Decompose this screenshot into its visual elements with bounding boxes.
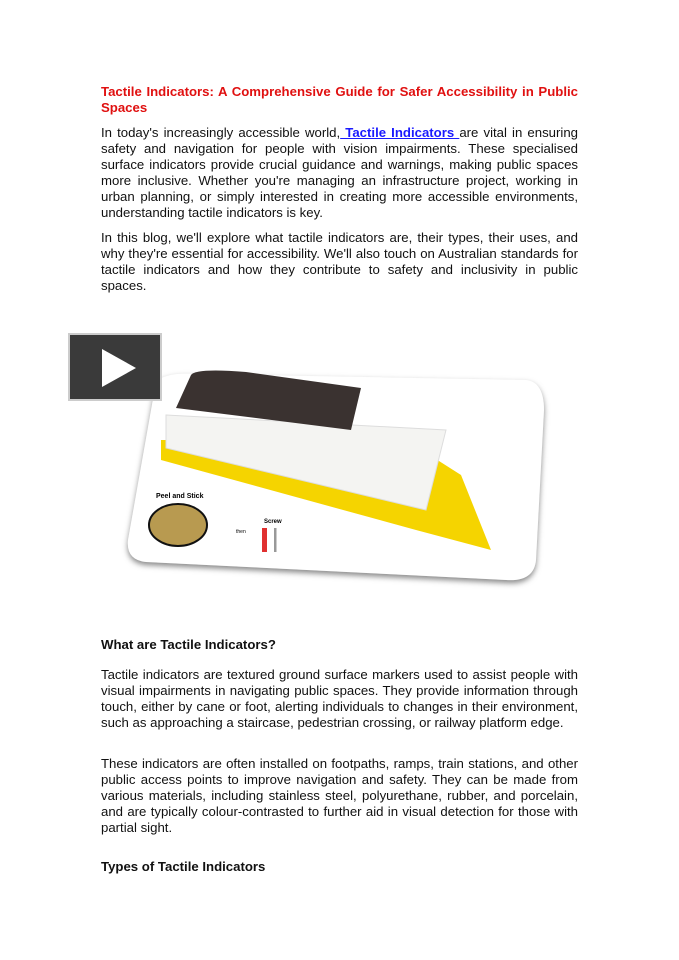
tactile-indicators-link[interactable]: Tactile Indicators: [340, 125, 460, 140]
play-button[interactable]: [68, 333, 162, 401]
then-label: then: [236, 529, 246, 535]
page-title: Tactile Indicators: A Comprehensive Guide for Safer Accessibility in Public Spaces: [101, 84, 578, 115]
screw-icon: [274, 528, 277, 552]
installation-paragraph: These indicators are often installed on footpaths, ramps, train stations, and other public access points to improve navigation and safety. They can be made from various materials, including stainless steel, polyurethane, rubber, and porcelain, and are typically colour-contrasted to further aid in visual detection for those with partial sight.: [101, 756, 578, 835]
intro-text-rest: are vital in ensuring safety and navigation for people with vision impairments. These specialised surface indicators provide crucial guidance and warnings, making public spaces more inclusive. Whether you're managing an infrastructure project, working in urban planning, or simply interested in creating more accessible environments, understanding tactile indicators is key.: [101, 125, 578, 220]
peel-stick-inset: [149, 504, 207, 546]
blog-overview-paragraph: In this blog, we'll explore what tactile indicators are, their types, their uses, and why they're essential for accessibility. We'll also touch on Australian standards for tactile indicators and how they contribute to safety and inclusivity in public spaces.: [101, 230, 578, 293]
definition-paragraph: Tactile indicators are textured ground surface markers used to assist people with visual impairments in navigating public spaces. They provide information through touch, either by cane or foot, alerting individuals to changes in their environment, such as approaching a staircase, pedestrian crossing, or railway platform edge.: [101, 667, 578, 730]
intro-paragraph: [101, 125, 578, 221]
intro-text: In today's increasingly accessible world,: [101, 125, 341, 140]
section-heading-types: Types of Tactile Indicators: [101, 859, 266, 874]
screw-label: Screw: [264, 519, 282, 525]
wall-plug-icon: [262, 528, 267, 552]
peel-label: Peel and Stick: [156, 493, 204, 500]
section-heading-what-are: What are Tactile Indicators?: [101, 637, 276, 652]
